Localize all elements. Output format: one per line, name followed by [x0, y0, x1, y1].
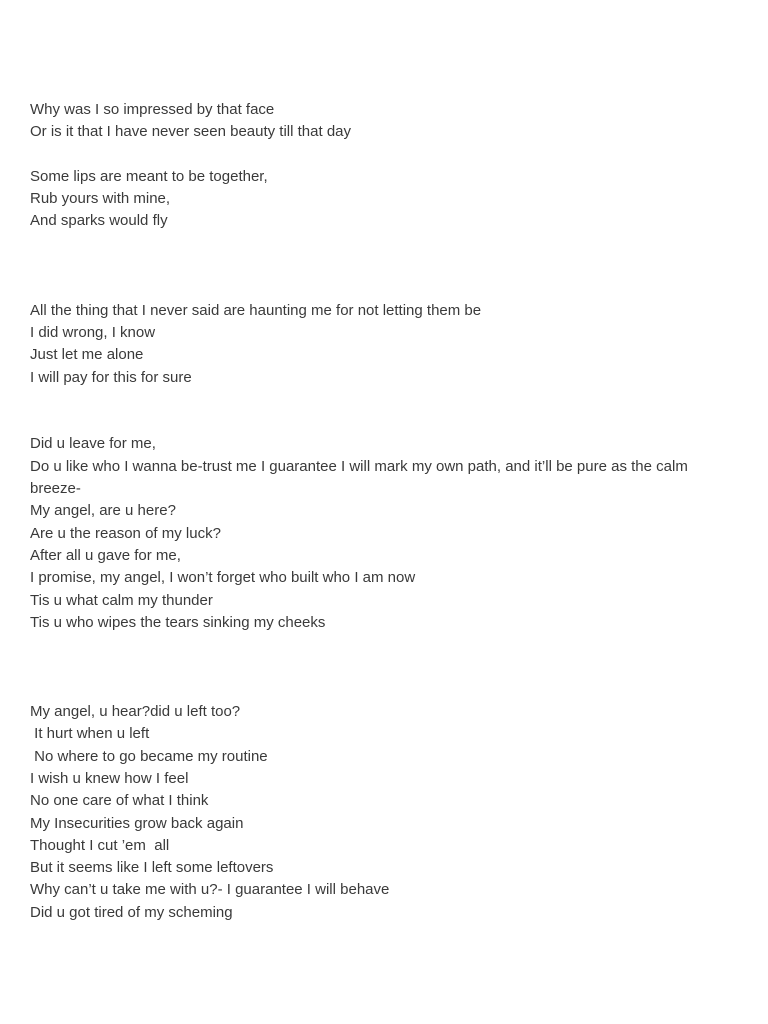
stanza-gap — [30, 389, 738, 434]
poem-line: Why was I so impressed by that face — [30, 101, 275, 118]
poem-line: Tis u what calm my thunder — [30, 591, 213, 609]
poem-line: I did wrong, I know — [30, 323, 156, 341]
poem-line: My angel, are u here? — [30, 502, 176, 520]
poem-line: I promise, my angel, I won’t forget who built who I am now — [30, 569, 416, 587]
stanza-gap — [30, 144, 738, 166]
poem-line: No where to go became my routine — [30, 747, 268, 765]
poem-line: My Insecurities grow back again — [30, 814, 244, 832]
poem-line: But it seems like I left some leftovers — [30, 859, 274, 877]
poem-line: Did u leave for me, — [30, 435, 156, 453]
poem-line: Are u the reason of my luck? — [30, 524, 221, 542]
poem-line: Just let me alone — [30, 346, 144, 364]
poem-line: It hurt when u left — [30, 725, 150, 743]
poem-line: Thought I cut ’em all — [30, 836, 170, 854]
poem-line: Did u got tired of my scheming — [30, 903, 233, 921]
stanza-gap — [30, 634, 738, 701]
poem-line: Rub yours with mine, — [30, 190, 171, 208]
stanza-3 — [30, 300, 738, 389]
poem-line: Do u like who I wanna be-trust me I guarantee I will mark my own path, and it’ll be pure as the calm breeze- — [30, 457, 692, 498]
stanza-gap — [30, 233, 738, 300]
stanza-4 — [30, 433, 738, 634]
poem-line: And sparks would fly — [30, 212, 168, 230]
poem-line: Tis u who wipes the tears sinking my cheeks — [30, 613, 326, 631]
poem-line: I wish u knew how I feel — [30, 769, 189, 787]
stanza-1 — [30, 99, 738, 144]
poem-line: Or is it that I have never seen beauty till that day — [30, 123, 352, 141]
poem-line: Some lips are meant to be together, — [30, 167, 268, 185]
stanza-5 — [30, 701, 738, 924]
poem-line: All the thing that I never said are haunting me for not letting them be — [30, 301, 482, 319]
poem-line: My angel, u hear?did u left too? — [30, 703, 241, 721]
poem-line: After all u gave for me, — [30, 546, 181, 564]
poem-line: Why can’t u take me with u?- I guarantee I will behave — [30, 881, 390, 899]
poem-line: No one care of what I think — [30, 792, 209, 810]
stanza-2 — [30, 166, 738, 233]
poem-line: I will pay for this for sure — [30, 368, 192, 386]
